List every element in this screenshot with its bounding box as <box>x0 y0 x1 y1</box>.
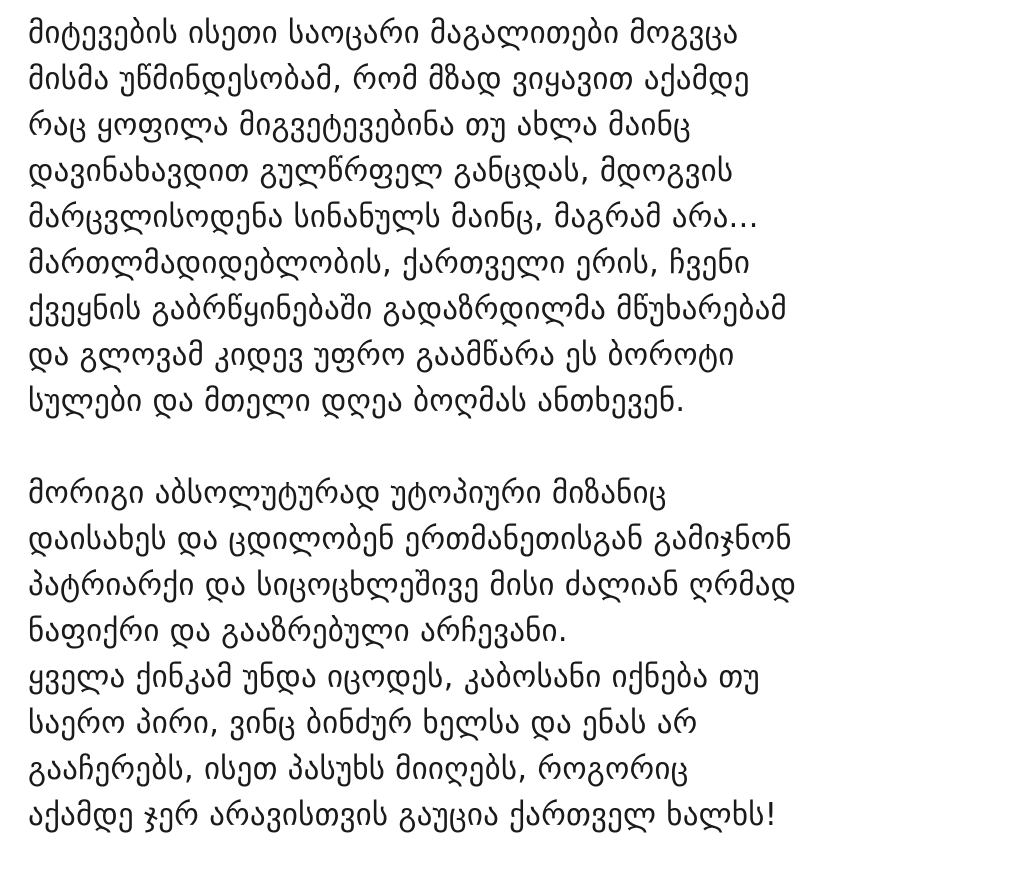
text-line: ყველა ქინკამ უნდა იცოდეს, კაბოსანი იქნება თუ <box>28 659 760 695</box>
text-line: ქვეყნის გაბრწყინებაში გადაზრდილმა მწუხარებამ <box>28 291 787 327</box>
text-line: მორიგი აბსოლუტურად უტოპიური მიზანიც <box>28 475 667 511</box>
paragraph-2 <box>28 470 1014 838</box>
text-line: მარცვლისოდენა სინანულს მაინც, მაგრამ არა... <box>28 199 759 235</box>
text-line: სულები და მთელი დღეა ბოღმას ანთხევენ. <box>28 383 686 419</box>
text-line: საერო პირი, ვინც ბინძურ ხელსა და ენას არ <box>28 705 698 741</box>
text-line: რაც ყოფილა მიგვეტევებინა თუ ახლა მაინც <box>28 107 691 143</box>
text-line: პატრიარქი და სიცოცხლეშივე მისი ძალიან ღრმად <box>28 567 797 603</box>
paragraph-1 <box>28 10 1014 424</box>
text-line: მისმა უწმინდესობამ, რომ მზად ვიყავით აქამდე <box>28 61 750 97</box>
text-line: გააჩერებს, ისეთ პასუხს მიიღებს, როგორიც <box>28 751 689 787</box>
text-line: მართლმადიდებლობის, ქართველი ერის, ჩვენი <box>28 245 751 281</box>
text-line: ნაფიქრი და გააზრებული არჩევანი. <box>28 613 568 649</box>
text-line: აქამდე ჯერ არავისთვის გაუცია ქართველ ხალხს! <box>28 797 778 833</box>
text-document <box>28 10 1014 838</box>
text-line: მიტევების ისეთი საოცარი მაგალითები მოგვცა <box>28 15 739 51</box>
text-line: დაისახეს და ცდილობენ ერთმანეთისგან გამიჯნონ <box>28 521 792 557</box>
text-line: დავინახავდით გულწრფელ განცდას, მდოგვის <box>28 153 734 189</box>
text-line: და გლოვამ კიდევ უფრო გაამწარა ეს ბოროტი <box>28 337 735 373</box>
